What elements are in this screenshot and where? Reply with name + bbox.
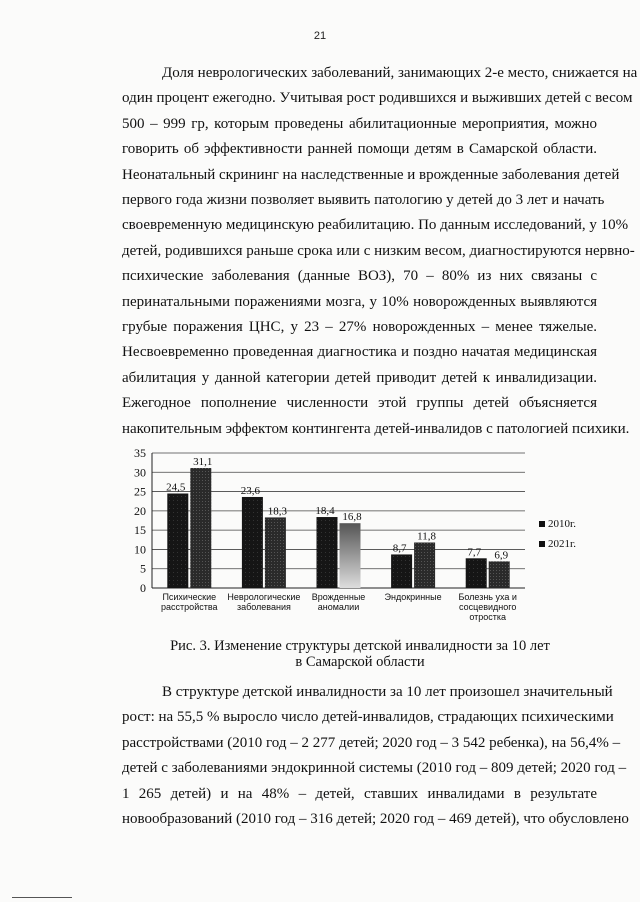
scan-edge-mark — [12, 897, 72, 898]
bar-2010 — [242, 497, 263, 588]
data-label: 16,8 — [342, 511, 362, 524]
legend-label: 2010г. — [548, 518, 577, 530]
paragraph-2 — [82, 680, 629, 832]
legend-swatch — [539, 541, 545, 547]
x-category-label: расстройства — [161, 602, 218, 612]
figure-caption: Рис. 3. Изменение структуры детской инвалидности за 10 лет — [170, 638, 550, 654]
y-tick-label: 35 — [134, 446, 146, 460]
text-line: грубые поражения ЦНС, у 23 – 27% новорожденных – менее тяжелые. — [122, 319, 597, 336]
text-line: 1 265 детей) и на 48% – детей, ставших инвалидами в результате — [122, 785, 597, 802]
legend-label: 2021г. — [548, 538, 577, 550]
bar-2021 — [265, 517, 286, 588]
text-line: психические заболевания (данные ВОЗ), 70 – 80% из них связаны с — [122, 268, 597, 285]
data-label: 24,5 — [166, 481, 186, 494]
text-line: один процент ежегодно. Учитывая рост родившихся и выживших детей с весом — [122, 90, 633, 107]
y-tick-label: 15 — [134, 523, 146, 538]
y-tick-label: 10 — [134, 542, 146, 557]
bar-2021 — [414, 542, 435, 588]
data-label: 31,1 — [193, 456, 213, 469]
y-tick-label: 30 — [134, 465, 146, 480]
page-number: 21 — [313, 30, 327, 42]
text-line: перинатальными поражениями мозга, у 10% новорожденных выявляются — [122, 293, 597, 310]
x-category-label: Эндокринные — [384, 592, 442, 602]
x-category-label: сосцевидного — [459, 602, 517, 612]
text-line: Неонатальный скрининг на наследственные и врожденные заболевания детей — [122, 166, 620, 183]
text-line: новообразований (2010 год – 316 детей; 2020 год – 469 детей), что обусловлено — [122, 811, 629, 828]
bar-chart-svg — [120, 446, 600, 636]
data-label: 23,6 — [240, 484, 261, 497]
x-category-label: Врожденные — [311, 592, 366, 602]
bar-2010 — [167, 494, 188, 589]
text-line: накопительным эффектом контингента детей-инвалидов с патологией психики. — [122, 420, 630, 437]
bar-2010 — [391, 554, 412, 588]
y-tick-label: 25 — [134, 484, 146, 499]
data-label: 7,7 — [467, 546, 482, 559]
x-category-label: заболевания — [236, 602, 291, 612]
text-line: детей с заболеваниями эндокринной системы (2010 год – 809 детей; 2020 год – — [122, 760, 627, 777]
text-line: В структуре детской инвалидности за 10 лет произошел значительный — [162, 684, 613, 700]
x-category-label: аномалии — [317, 602, 360, 612]
bar-2010 — [466, 558, 487, 588]
text-line: расстройствами (2010 год – 2 277 детей; 2020 год – 3 542 ребенка), на 56,4% – — [122, 734, 621, 751]
bar-2021 — [190, 468, 211, 588]
bar-2021 — [340, 523, 361, 588]
y-tick-label: 0 — [140, 581, 146, 595]
x-category-label: отростка — [469, 612, 507, 622]
data-label: 18,3 — [267, 505, 288, 518]
text-line: абилитация у данной категории детей приводит детей к инвалидизации. — [122, 369, 597, 386]
text-line: своевременную медицинскую реабилитацию. По данным исследований, у 10% — [122, 217, 629, 234]
y-tick-label: 5 — [140, 561, 146, 576]
disability-structure-chart — [120, 446, 600, 636]
x-category-label: Психические — [162, 592, 217, 602]
text-line: детей, родившихся раньше срока или с низким весом, диагностируются нервно- — [122, 242, 635, 259]
x-category-label: Неврологические — [227, 592, 301, 602]
data-label: 6,9 — [494, 549, 509, 562]
legend-swatch — [539, 521, 545, 527]
figure-caption-line-2: в Самарской области — [295, 654, 425, 670]
text-line: говорить об эффективности ранней помощи детям в Самарской области. — [122, 141, 597, 158]
data-label: 8,7 — [392, 542, 407, 555]
y-tick-label: 20 — [134, 503, 146, 518]
data-label: 18,4 — [315, 505, 335, 518]
data-label: 11,8 — [417, 530, 437, 543]
text-line: Доля неврологических заболеваний, занимающих 2-е место, снижается на — [162, 65, 638, 81]
paragraph-1 — [82, 61, 638, 442]
text-line: 500 – 999 гр, которым проведены абилитационные мероприятия, можно — [122, 115, 597, 132]
text-line: рост: на 55,5 % выросло число детей-инвалидов, страдающих психическими — [122, 709, 614, 726]
bar-2010 — [317, 517, 338, 588]
text-line: Ежегодное пополнение численности этой группы детей объясняется — [122, 395, 597, 412]
bar-2021 — [489, 561, 510, 588]
x-category-label: Болезнь уха и — [458, 592, 517, 602]
text-line: Несвоевременно проведенная диагностика и поздно начатая медицинская — [122, 344, 597, 361]
text-line: первого года жизни позволяет выявить патологию у детей до 3 лет и начать — [122, 192, 605, 209]
